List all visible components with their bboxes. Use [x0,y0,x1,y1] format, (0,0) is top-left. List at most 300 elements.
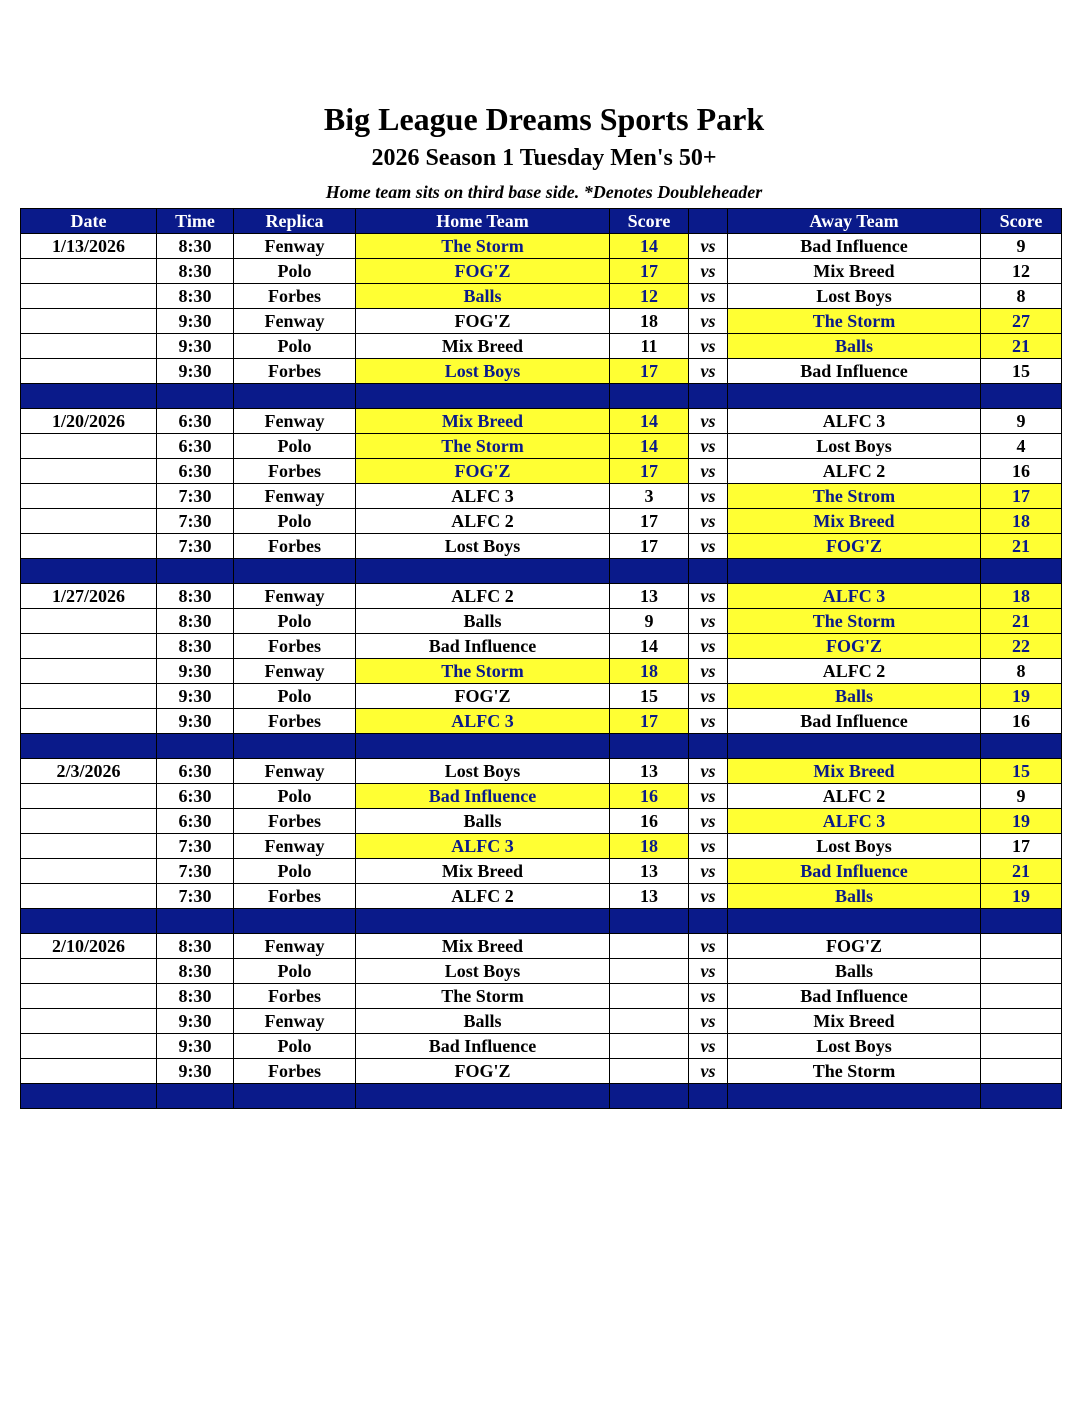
home-score-cell: 3 [610,484,689,509]
away-team-cell: Bad Influence [728,859,981,884]
table-row [21,809,1062,834]
vs-cell: vs [689,884,728,909]
vs-cell: vs [689,309,728,334]
away-team-cell: The Storm [728,309,981,334]
away-score-cell: 18 [981,584,1062,609]
time-cell: 9:30 [157,359,234,384]
separator-cell [157,909,234,934]
home-team-cell: Mix Breed [356,934,610,959]
week-separator-row [21,1084,1062,1109]
separator-cell [234,909,356,934]
replica-cell: Fenway [234,484,356,509]
column-header-home-team: Home Team [356,209,610,234]
replica-cell: Polo [234,959,356,984]
time-cell: 9:30 [157,659,234,684]
table-row [21,709,1062,734]
home-team-cell: Bad Influence [356,784,610,809]
replica-cell: Fenway [234,659,356,684]
away-score-cell [981,959,1062,984]
home-score-cell: 17 [610,259,689,284]
replica-cell: Polo [234,684,356,709]
away-team-cell: Bad Influence [728,984,981,1009]
column-header-replica: Replica [234,209,356,234]
vs-cell: vs [689,234,728,259]
separator-cell [981,1084,1062,1109]
away-team-cell: FOG'Z [728,634,981,659]
replica-cell: Fenway [234,759,356,784]
away-team-cell: Bad Influence [728,234,981,259]
vs-cell: vs [689,259,728,284]
home-team-cell: ALFC 2 [356,584,610,609]
home-team-cell: The Storm [356,234,610,259]
time-cell: 7:30 [157,834,234,859]
date-cell [21,684,157,709]
separator-cell [21,909,157,934]
date-cell [21,809,157,834]
week-separator-row [21,734,1062,759]
vs-cell: vs [689,659,728,684]
separator-cell [981,734,1062,759]
separator-cell [157,1084,234,1109]
table-row [21,459,1062,484]
time-cell: 7:30 [157,859,234,884]
replica-cell: Forbes [234,984,356,1009]
replica-cell: Fenway [234,309,356,334]
table-row [21,234,1062,259]
table-row [21,1059,1062,1084]
away-score-cell: 8 [981,284,1062,309]
date-cell [21,534,157,559]
separator-cell [356,1084,610,1109]
time-cell: 8:30 [157,234,234,259]
time-cell: 7:30 [157,884,234,909]
table-row [21,859,1062,884]
week-separator-row [21,909,1062,934]
separator-cell [689,734,728,759]
table-row [21,834,1062,859]
vs-cell: vs [689,534,728,559]
separator-cell [728,734,981,759]
time-cell: 9:30 [157,1059,234,1084]
time-cell: 6:30 [157,759,234,784]
separator-cell [728,909,981,934]
home-score-cell: 17 [610,709,689,734]
replica-cell: Forbes [234,884,356,909]
date-cell [21,859,157,884]
vs-cell: vs [689,434,728,459]
home-score-cell [610,934,689,959]
replica-cell: Polo [234,509,356,534]
vs-cell: vs [689,609,728,634]
away-team-cell: Lost Boys [728,284,981,309]
away-team-cell: The Strom [728,484,981,509]
away-score-cell [981,1009,1062,1034]
away-team-cell: Balls [728,684,981,709]
replica-cell: Forbes [234,534,356,559]
vs-cell: vs [689,284,728,309]
date-cell [21,309,157,334]
time-cell: 9:30 [157,309,234,334]
table-row [21,684,1062,709]
away-score-cell [981,1034,1062,1059]
time-cell: 8:30 [157,584,234,609]
vs-cell: vs [689,409,728,434]
away-score-cell: 19 [981,809,1062,834]
vs-cell: vs [689,809,728,834]
home-team-cell: FOG'Z [356,1059,610,1084]
separator-cell [234,734,356,759]
away-team-cell: ALFC 2 [728,784,981,809]
home-team-cell: Lost Boys [356,759,610,784]
home-team-cell: The Storm [356,659,610,684]
schedule-table [20,208,1062,1109]
table-row [21,784,1062,809]
away-team-cell: Mix Breed [728,259,981,284]
separator-cell [610,384,689,409]
vs-cell: vs [689,709,728,734]
separator-cell [234,559,356,584]
vs-cell: vs [689,584,728,609]
date-cell [21,484,157,509]
week-separator-row [21,559,1062,584]
separator-cell [21,1084,157,1109]
date-cell [21,334,157,359]
date-cell: 1/13/2026 [21,234,157,259]
away-score-cell: 4 [981,434,1062,459]
table-row [21,984,1062,1009]
table-row [21,534,1062,559]
time-cell: 9:30 [157,684,234,709]
date-cell [21,1009,157,1034]
away-score-cell: 8 [981,659,1062,684]
away-team-cell: FOG'Z [728,934,981,959]
time-cell: 7:30 [157,509,234,534]
home-score-cell: 12 [610,284,689,309]
away-score-cell: 22 [981,634,1062,659]
away-team-cell: ALFC 2 [728,659,981,684]
vs-cell: vs [689,834,728,859]
home-score-cell: 14 [610,634,689,659]
away-score-cell: 21 [981,534,1062,559]
date-cell [21,434,157,459]
table-row [21,284,1062,309]
table-row [21,359,1062,384]
date-cell [21,259,157,284]
home-team-cell: ALFC 3 [356,709,610,734]
replica-cell: Polo [234,434,356,459]
home-score-cell: 13 [610,884,689,909]
home-team-cell: Balls [356,1009,610,1034]
replica-cell: Fenway [234,934,356,959]
away-team-cell: FOG'Z [728,534,981,559]
page-title: Big League Dreams Sports Park [323,101,765,137]
table-row [21,1009,1062,1034]
time-cell: 6:30 [157,809,234,834]
vs-cell: vs [689,934,728,959]
home-score-cell: 11 [610,334,689,359]
date-cell: 1/20/2026 [21,409,157,434]
date-cell: 1/27/2026 [21,584,157,609]
home-team-cell: The Storm [356,984,610,1009]
home-team-note: Home team sits on third base side. *Denotes Doubleheader [325,182,763,202]
home-score-cell [610,1034,689,1059]
separator-cell [234,1084,356,1109]
away-team-cell: Mix Breed [728,509,981,534]
date-cell [21,834,157,859]
vs-cell: vs [689,509,728,534]
separator-cell [728,559,981,584]
replica-cell: Fenway [234,409,356,434]
home-team-cell: FOG'Z [356,259,610,284]
home-team-cell: The Storm [356,434,610,459]
away-score-cell: 27 [981,309,1062,334]
away-team-cell: ALFC 2 [728,459,981,484]
home-score-cell: 14 [610,234,689,259]
separator-cell [157,559,234,584]
separator-cell [610,1084,689,1109]
replica-cell: Forbes [234,284,356,309]
away-score-cell: 12 [981,259,1062,284]
separator-cell [728,1084,981,1109]
separator-cell [157,384,234,409]
home-score-cell: 17 [610,459,689,484]
home-team-cell: Mix Breed [356,859,610,884]
time-cell: 8:30 [157,984,234,1009]
away-team-cell: ALFC 3 [728,584,981,609]
home-score-cell: 13 [610,759,689,784]
home-score-cell: 15 [610,684,689,709]
home-score-cell [610,1009,689,1034]
date-cell [21,884,157,909]
replica-cell: Forbes [234,359,356,384]
away-team-cell: Bad Influence [728,709,981,734]
home-team-cell: Mix Breed [356,334,610,359]
separator-cell [728,384,981,409]
vs-cell: vs [689,984,728,1009]
home-score-cell: 18 [610,834,689,859]
time-cell: 8:30 [157,634,234,659]
home-team-cell: Balls [356,284,610,309]
table-row [21,509,1062,534]
away-score-cell: 17 [981,834,1062,859]
date-cell [21,609,157,634]
table-row [21,634,1062,659]
replica-cell: Polo [234,1034,356,1059]
vs-cell: vs [689,1009,728,1034]
separator-cell [610,909,689,934]
away-score-cell: 18 [981,509,1062,534]
vs-cell: vs [689,1034,728,1059]
table-row [21,584,1062,609]
replica-cell: Forbes [234,1059,356,1084]
home-team-cell: Lost Boys [356,959,610,984]
away-score-cell: 19 [981,884,1062,909]
date-cell: 2/3/2026 [21,759,157,784]
home-score-cell [610,1059,689,1084]
column-header-date: Date [21,209,157,234]
time-cell: 7:30 [157,484,234,509]
separator-cell [981,384,1062,409]
replica-cell: Fenway [234,1009,356,1034]
replica-cell: Polo [234,334,356,359]
time-cell: 9:30 [157,709,234,734]
vs-cell: vs [689,359,728,384]
table-row [21,959,1062,984]
away-score-cell: 16 [981,709,1062,734]
away-team-cell: The Storm [728,1059,981,1084]
home-score-cell: 17 [610,509,689,534]
away-team-cell: The Storm [728,609,981,634]
replica-cell: Forbes [234,634,356,659]
home-score-cell [610,959,689,984]
vs-cell: vs [689,859,728,884]
vs-cell: vs [689,484,728,509]
column-header-away-score: Score [981,209,1062,234]
vs-cell: vs [689,334,728,359]
date-cell [21,1059,157,1084]
table-row [21,1034,1062,1059]
replica-cell: Fenway [234,834,356,859]
replica-cell: Forbes [234,459,356,484]
away-team-cell: ALFC 3 [728,409,981,434]
away-score-cell: 16 [981,459,1062,484]
time-cell: 8:30 [157,259,234,284]
separator-cell [234,384,356,409]
away-score-cell: 9 [981,234,1062,259]
column-header-home-score: Score [610,209,689,234]
away-score-cell: 21 [981,334,1062,359]
home-team-cell: Balls [356,809,610,834]
home-team-cell: FOG'Z [356,309,610,334]
replica-cell: Fenway [234,584,356,609]
page-subtitle: 2026 Season 1 Tuesday Men's 50+ [371,145,717,171]
away-score-cell [981,984,1062,1009]
away-team-cell: Lost Boys [728,434,981,459]
separator-cell [610,559,689,584]
away-team-cell: Lost Boys [728,1034,981,1059]
home-team-cell: Balls [356,609,610,634]
time-cell: 9:30 [157,1034,234,1059]
home-team-cell: Lost Boys [356,534,610,559]
table-row [21,609,1062,634]
home-team-cell: ALFC 3 [356,834,610,859]
date-cell [21,984,157,1009]
table-header-row [21,209,1062,234]
separator-cell [21,734,157,759]
table-row [21,759,1062,784]
vs-cell: vs [689,784,728,809]
time-cell: 7:30 [157,534,234,559]
date-cell [21,659,157,684]
vs-cell: vs [689,459,728,484]
home-team-cell: ALFC 2 [356,509,610,534]
replica-cell: Polo [234,859,356,884]
home-score-cell [610,984,689,1009]
table-row [21,884,1062,909]
table-row [21,434,1062,459]
replica-cell: Polo [234,609,356,634]
date-cell [21,1034,157,1059]
time-cell: 6:30 [157,459,234,484]
separator-cell [689,909,728,934]
separator-cell [689,1084,728,1109]
vs-cell: vs [689,634,728,659]
away-score-cell [981,1059,1062,1084]
home-team-cell: ALFC 2 [356,884,610,909]
separator-cell [981,559,1062,584]
away-score-cell: 21 [981,609,1062,634]
time-cell: 8:30 [157,959,234,984]
date-cell [21,509,157,534]
date-cell [21,359,157,384]
home-team-cell: Bad Influence [356,1034,610,1059]
time-cell: 8:30 [157,284,234,309]
away-score-cell: 15 [981,359,1062,384]
separator-cell [356,384,610,409]
replica-cell: Polo [234,784,356,809]
home-team-cell: Lost Boys [356,359,610,384]
date-cell: 2/10/2026 [21,934,157,959]
vs-cell: vs [689,1059,728,1084]
home-team-cell: FOG'Z [356,684,610,709]
table-row [21,409,1062,434]
date-cell [21,709,157,734]
table-row [21,309,1062,334]
home-team-cell: Mix Breed [356,409,610,434]
time-cell: 8:30 [157,609,234,634]
vs-cell: vs [689,759,728,784]
home-score-cell: 18 [610,309,689,334]
separator-cell [689,559,728,584]
table-row [21,259,1062,284]
away-score-cell: 19 [981,684,1062,709]
home-score-cell: 16 [610,809,689,834]
vs-cell: vs [689,684,728,709]
home-score-cell: 14 [610,434,689,459]
home-team-cell: Bad Influence [356,634,610,659]
away-team-cell: Bad Influence [728,359,981,384]
separator-cell [21,559,157,584]
replica-cell: Forbes [234,709,356,734]
separator-cell [356,909,610,934]
away-team-cell: ALFC 3 [728,809,981,834]
home-score-cell: 14 [610,409,689,434]
home-team-cell: ALFC 3 [356,484,610,509]
vs-cell: vs [689,959,728,984]
separator-cell [356,734,610,759]
table-row [21,334,1062,359]
table-row [21,934,1062,959]
week-separator-row [21,384,1062,409]
date-cell [21,459,157,484]
away-team-cell: Balls [728,884,981,909]
away-score-cell: 15 [981,759,1062,784]
away-score-cell: 9 [981,784,1062,809]
replica-cell: Polo [234,259,356,284]
home-score-cell: 16 [610,784,689,809]
home-score-cell: 17 [610,534,689,559]
separator-cell [689,384,728,409]
date-cell [21,284,157,309]
separator-cell [21,384,157,409]
away-score-cell: 21 [981,859,1062,884]
table-row [21,659,1062,684]
column-header-away-team: Away Team [728,209,981,234]
separator-cell [610,734,689,759]
away-score-cell: 9 [981,409,1062,434]
home-score-cell: 13 [610,584,689,609]
replica-cell: Fenway [234,234,356,259]
